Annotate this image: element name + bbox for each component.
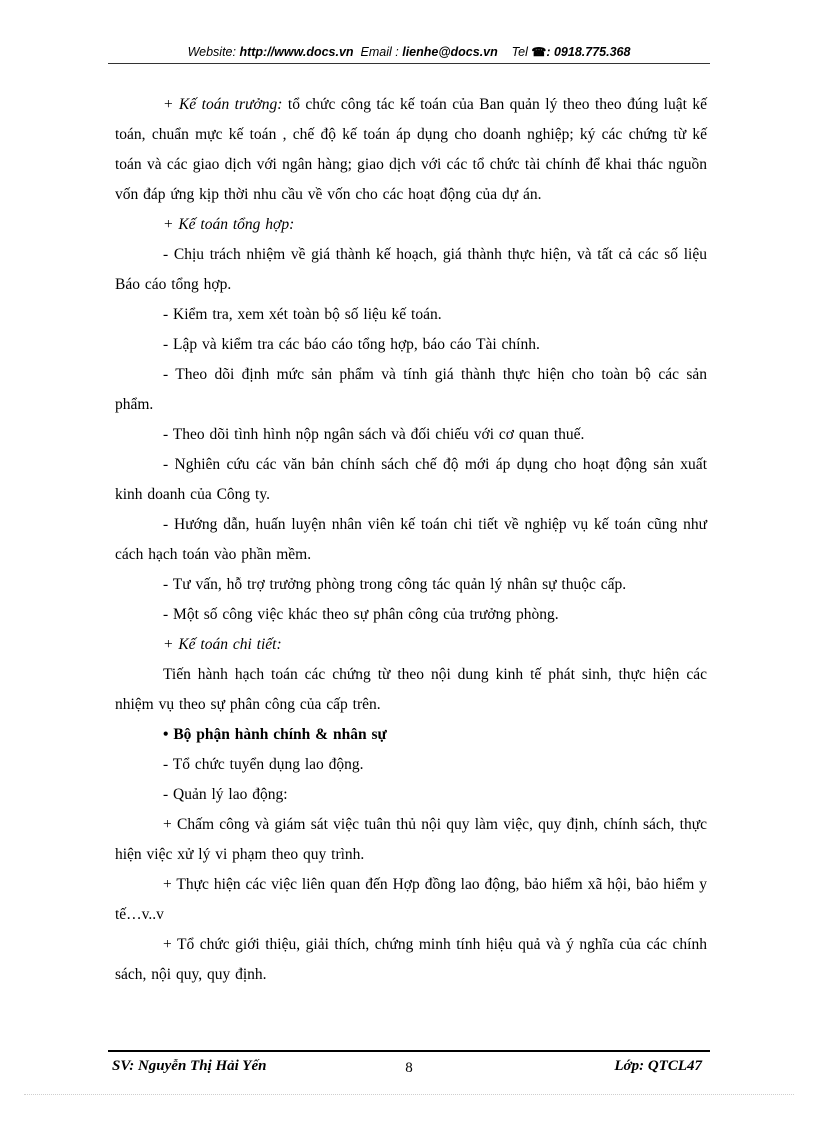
website-label: Website:: [187, 45, 236, 59]
page-number: 8: [405, 1060, 413, 1076]
email-label: Email :: [360, 45, 399, 59]
student-name: SV: Nguyễn Thị Hải Yến: [112, 1058, 267, 1074]
bullet-icon: •: [163, 726, 169, 743]
paragraph-text: tổ chức công tác kế toán của Ban quản lý theo theo đúng luật kế toán, chuẩn mực kế toán , chế độ kế toán áp dụng cho doanh nghiệp; ký các chứng từ kế toán và các giao dịch với ngân hàng; giao dịch với các tổ chức tài chính để khai thác nguồn vốn đáp ứng kịp thời nhu cầu về vốn cho các hoạt động của dự án.: [115, 96, 707, 203]
paragraph: - Hướng dẫn, huấn luyện nhân viên kế toán chi tiết về nghiệp vụ kế toán cũng như cách hạch toán vào phần mềm.: [115, 516, 707, 563]
bullet-heading: [115, 720, 707, 750]
website-link[interactable]: http://www.docs.vn: [239, 45, 354, 59]
email-link[interactable]: lienhe@docs.vn: [402, 45, 498, 59]
paragraph: - Chịu trách nhiệm về giá thành kế hoạch, giá thành thực hiện, và tất cả các số liệu Báo cáo tổng hợp.: [115, 246, 707, 293]
page-footer: [108, 1050, 710, 1080]
paragraph: - Kiểm tra, xem xét toàn bộ số liệu kế toán.: [163, 306, 442, 323]
paragraph: - Một số công việc khác theo sự phân công của trưởng phòng.: [163, 606, 559, 623]
tel-number: : 0918.775.368: [546, 45, 631, 59]
paragraph: + Tổ chức giới thiệu, giải thích, chứng minh tính hiệu quả và ý nghĩa của các chính sách, nội quy, quy định.: [115, 936, 707, 983]
paragraph: Tiến hành hạch toán các chứng từ theo nội dung kinh tế phát sinh, thực hiện các nhiệm vụ theo sự phân công của cấp trên.: [115, 666, 707, 713]
paragraph: - Quản lý lao động:: [163, 786, 288, 803]
paragraph: - Tư vấn, hỗ trợ trưởng phòng trong công tác quản lý nhân sự thuộc cấp.: [163, 576, 627, 593]
paragraph: - Theo dõi định mức sản phẩm và tính giá thành thực hiện cho toàn bộ các sản phẩm.: [115, 366, 707, 413]
class-name: Lớp: QTCL47: [614, 1058, 702, 1074]
paragraph: - Nghiên cứu các văn bản chính sách chế độ mới áp dụng cho hoạt động sản xuất kinh doanh của Công ty.: [115, 456, 707, 503]
page-header: [108, 45, 710, 64]
section-heading: + Kế toán chi tiết:: [163, 636, 282, 653]
section-heading: Bộ phận hành chính & nhân sự: [168, 726, 387, 743]
page-divider: [24, 1094, 794, 1095]
tel-label: Tel: [511, 45, 528, 59]
paragraph: + Thực hiện các việc liên quan đến Hợp đồng lao động, bảo hiểm xã hội, bảo hiểm y tế…v..v: [115, 876, 707, 923]
paragraph: - Lập và kiểm tra các báo cáo tổng hợp, báo cáo Tài chính.: [163, 336, 540, 353]
paragraph: - Tổ chức tuyển dụng lao động.: [163, 756, 364, 773]
paragraph: + Chấm công và giám sát việc tuân thủ nội quy làm việc, quy định, chính sách, thực hiện việc xử lý vi phạm theo quy trình.: [115, 816, 707, 863]
section-heading: + Kế toán trưởng:: [163, 96, 283, 113]
paragraph: [115, 90, 707, 210]
paragraph: - Theo dõi tình hình nộp ngân sách và đối chiếu với cơ quan thuế.: [163, 426, 585, 443]
document-body: [115, 90, 707, 990]
phone-icon: ☎: [531, 45, 547, 59]
section-heading: + Kế toán tổng hợp:: [163, 216, 295, 233]
